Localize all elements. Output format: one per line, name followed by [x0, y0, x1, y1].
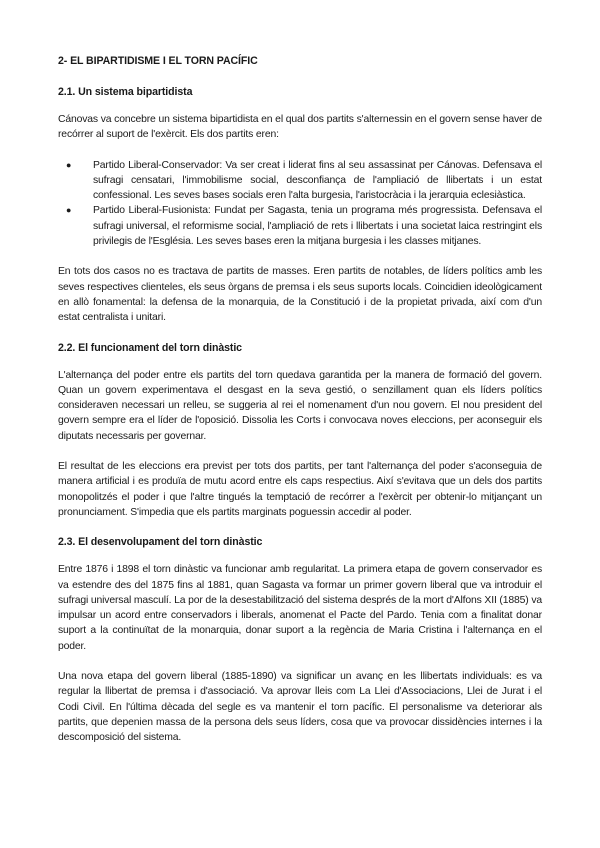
- list-item-text: Partido Liberal-Fusionista: Fundat per Sagasta, tenia un programa més progressista. Defensava el sufragi universal, el reformisme social, l'ampliació de rets i llibertats i una societat laica restringint els privilegis de l'Església. Les seves bases eren la mitjana burgesia i les classes mitjanes.: [93, 205, 542, 248]
- section-2-3-paragraph-2: Una nova etapa del govern liberal (1885-1890) va significar un avanç en les llibertats individuals: es va regular la llibertat de premsa i d'associació. Va aprovar lleis com La Llei d'Associacions, Llei de Jurat i el Codi Civil. En l'última dècada del segle es va mantenir el torn pacífic. El personalisme va deteriorar als partits, que depenien massa de la persona dels seus líders, cosa que va provocar dissidències internes i la descomposició del sistema.: [58, 671, 542, 744]
- section-heading-2-1: 2.1. Un sistema bipartidista: [58, 86, 193, 98]
- section-2-2-paragraph-2: El resultat de les eleccions era previst per tots dos partits, per tant l'alternança del poder s'aconseguia de manera artificial i es produïa de mutu acord entre els caps respectius. Així s'evitava que un dels dos partits monopolitzés el poder i que l'altre tingués la temptació de recórrer a l'exèrcit per obtenir-lo mitjançant un pronunciament. S'impedia que els partits marginats poguessin accedir al poder.: [58, 461, 542, 518]
- document-page: [58, 54, 542, 761]
- section-heading-2-2: 2.2. El funcionament del torn dinàstic: [58, 341, 242, 354]
- section-2-3-paragraph-1: Entre 1876 i 1898 el torn dinàstic va funcionar amb regularitat. La primera etapa de govern conservador es va estendre des del 1875 fins al 1881, quan Sagasta va formar un primer govern liberal que va introduir el sufragi universal masculí. La por de la desestabilització del sistema després de la mort d'Alfons XII (1885) va impulsar un acord entre conservadors i liberals, anomenat el Pacte del Pardo. Tenia com a finalitat donar suport a la continuïtat de la monarquia, donar suport a la regència de Maria Cristina i l'alternança en el poder.: [58, 564, 542, 652]
- section-2-1-outro: En tots dos casos no es tractava de partits de masses. Eren partits de notables, de líders polítics amb les seves respectives clienteles, els seus òrgans de premsa i els seus suports locals. Coincidien ideològicament en allò fonamental: la defensa de la monarquia, de la Constitució i de la propietat privada, així com d'un estat centralista i unitari.: [58, 266, 542, 324]
- document-title: 2- EL BIPARTIDISME I EL TORN PACÍFIC: [58, 55, 258, 67]
- list-item: [66, 203, 542, 249]
- list-item-text: Partido Liberal-Conservador: Va ser creat i liderat fins al seu assassinat per Cánovas. Defensava el sufragi censatari, l'immobilisme social, desconfiança de l'ampliació de llibertats i un estat confessional. Les seves bases socials eren l'alta burgesia, l'aristocràcia i la jerarquia eclesiàstica.: [93, 159, 542, 202]
- bullet-icon: ●: [66, 159, 72, 170]
- bullet-icon: ●: [66, 205, 72, 216]
- parties-list: [58, 158, 542, 250]
- section-2-2-paragraph-1: L'alternança del poder entre els partits del torn quedava garantida per la manera de formació del govern. Quan un govern experimentava el desgast en la seva gestió, o senzillament quan els líders polítics consideraven necessari un relleu, se suggeria al rei el nomenament d'un nou govern. El nou president del govern sempre era el líder de l'oposició. Dissolia les Corts i convocava noves eleccions, per aconseguir els diputats necessaris per governar.: [58, 369, 542, 442]
- section-2-1-intro: Cánovas va concebre un sistema bipartidista en el qual dos partits s'alternessin en el govern sense haver de recórrer al suport de l'exèrcit. Els dos partits eren:: [58, 114, 542, 141]
- section-heading-2-3: 2.3. El desenvolupament del torn dinàstic: [58, 536, 263, 549]
- list-item: [66, 158, 542, 204]
